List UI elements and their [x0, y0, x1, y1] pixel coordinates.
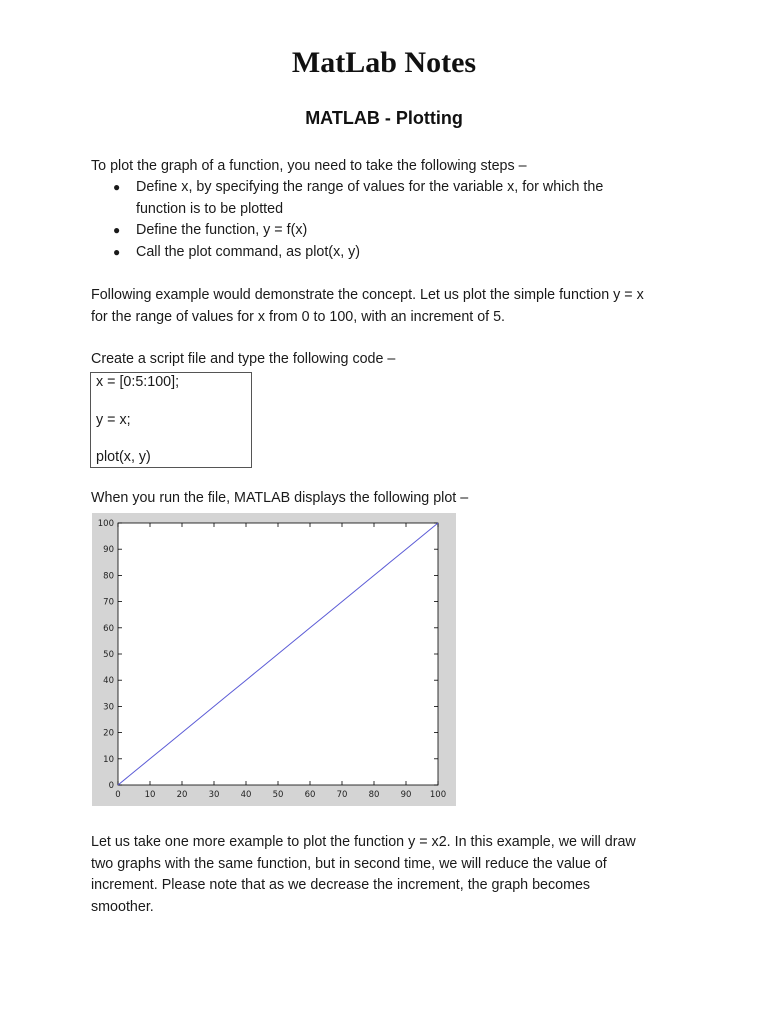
code-line: y = x;	[96, 412, 131, 428]
x-tick-label: 30	[208, 790, 220, 800]
section-heading: MATLAB - Plotting	[305, 108, 463, 128]
bullet-icon: ●	[113, 180, 121, 194]
steps-list	[91, 177, 651, 263]
paragraph-line: increment. Please note that as we decrease the increment, the graph becomes	[91, 877, 591, 893]
code-box	[90, 372, 252, 468]
y-tick-label: 10	[103, 754, 114, 765]
bullet-icon: ●	[113, 244, 121, 259]
list-item-text: function is to be plotted	[136, 200, 284, 217]
code-line: plot(x, y)	[96, 449, 151, 465]
paragraph-line: two graphs with the same function, but in second time, we will reduce the value of	[91, 855, 607, 872]
y-tick-label: 70	[103, 597, 114, 608]
paragraph-line: Following example would demonstrate the concept. Let us plot the simple function y = x	[91, 287, 644, 303]
x-tick-label: 60	[304, 790, 316, 800]
x-tick-label: 20	[176, 790, 188, 800]
x-tick-label: 10	[144, 790, 156, 800]
x-tick-label: 40	[240, 790, 252, 800]
closing-paragraph	[91, 832, 691, 918]
y-tick-label: 100	[97, 519, 114, 529]
list-item-text: Call the plot command, as plot(x, y)	[136, 243, 361, 260]
x-tick-label: 50	[272, 790, 284, 800]
script-intro: Create a script file and type the following code –	[91, 351, 396, 367]
list-item-text: Define the function, y = f(x)	[136, 222, 308, 238]
paragraph-line: for the range of values for x from 0 to 100, with an increment of 5.	[91, 308, 506, 325]
code-line: x = [0:5:100];	[96, 374, 180, 390]
y-tick-label: 80	[103, 571, 114, 582]
x-tick-label: 0	[115, 790, 121, 800]
bullet-icon: ●	[113, 223, 121, 237]
y-tick-label: 30	[103, 702, 114, 713]
document-title: MatLab Notes	[291, 46, 477, 79]
list-item	[91, 177, 651, 220]
list-item	[91, 242, 651, 264]
run-paragraph: When you run the file, MATLAB displays the following plot –	[91, 490, 469, 506]
intro-paragraph: To plot the graph of a function, you need to take the following steps –	[91, 158, 527, 174]
y-tick-label: 60	[103, 623, 114, 634]
y-tick-label: 0	[108, 781, 114, 791]
line-chart	[92, 513, 456, 806]
example-paragraph	[91, 285, 691, 328]
paragraph-line: smoother.	[91, 898, 154, 915]
list-item-text: Define x, by specifying the range of values for the variable x, for which the	[136, 179, 604, 195]
y-tick-label: 50	[103, 650, 114, 660]
x-tick-label: 70	[336, 790, 348, 800]
list-item	[91, 220, 651, 242]
x-tick-label: 80	[368, 790, 380, 800]
x-tick-label: 90	[400, 790, 412, 800]
y-tick-label: 40	[103, 676, 114, 687]
paragraph-line: Let us take one more example to plot the function y = x2. In this example, we will draw	[91, 834, 636, 850]
y-tick-label: 20	[103, 728, 114, 739]
y-tick-label: 90	[103, 545, 114, 556]
x-tick-label: 100	[429, 790, 447, 800]
plot-figure	[92, 513, 456, 806]
